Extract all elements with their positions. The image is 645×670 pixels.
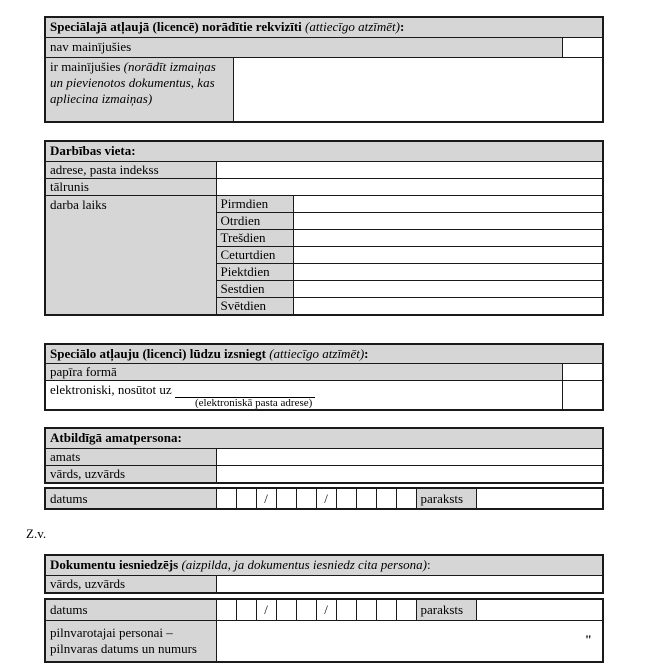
hours-input-friday[interactable] [293,263,603,280]
section-issue-title-bold: Speciālo atļauju (licenci) lūdzu izsniegt [50,345,266,361]
official-date-year1[interactable] [336,488,356,509]
submitter-date-label: datums [45,599,216,620]
position-label: amats [45,448,216,465]
submitter-date-signature-table [44,598,604,663]
electronic-option-cell [45,381,562,411]
section-issue-title-colon: : [364,345,369,361]
official-name-label: vārds, uzvārds [45,465,216,483]
poa-quote-mark: " [584,631,592,647]
nav-mainijusies-label: nav mainījušies [45,37,562,57]
poa-input-cell[interactable] [216,620,603,662]
paper-form-label: papīra formā [45,364,562,381]
section-submitter-title-bold: Dokumentu iesniedzējs [50,557,179,573]
submitter-date-day1[interactable] [216,599,236,620]
paper-form-checkbox[interactable] [562,364,603,381]
submitter-date-month1[interactable] [276,599,296,620]
address-label: adrese, pasta indekss [45,161,216,178]
electronic-label: elektroniski, nosūtot uz [50,382,172,397]
section-requisites-title-colon: : [399,19,405,35]
electronic-checkbox[interactable] [562,381,603,411]
submitter-date-slash1: / [256,599,276,620]
submitter-name-input-cell[interactable] [216,575,603,593]
hours-input-wednesday[interactable] [293,229,603,246]
day-label-thursday: Ceturtdien [216,246,293,263]
hours-input-sunday[interactable] [293,297,603,315]
submitter-date-month2[interactable] [296,599,316,620]
day-label-friday: Piektdien [216,263,293,280]
submitter-signature-input-cell[interactable] [476,599,603,620]
position-input-cell[interactable] [216,448,603,465]
submitter-signature-label: paraksts [416,599,476,620]
section-location-title: Darbības vieta: [45,141,603,161]
poa-label-line1: pilnvarotajai personai – [50,624,173,640]
official-date-label: datums [45,488,216,509]
section-issue-title [45,344,603,364]
seal-area [26,526,645,542]
submitter-date-year4[interactable] [396,599,416,620]
hours-input-thursday[interactable] [293,246,603,263]
poa-label-line2: pilnvaras datums un numurs [50,640,197,656]
address-input-cell[interactable] [216,161,603,178]
submitter-date-year3[interactable] [376,599,396,620]
section-requisites-title-note: (attiecīgo atzīmēt) [305,19,400,35]
nav-mainijusies-checkbox[interactable] [562,37,603,57]
day-label-tuesday: Otrdien [216,212,293,229]
section-requisites-title [45,17,603,37]
phone-input-cell[interactable] [216,178,603,195]
day-label-wednesday: Trešdien [216,229,293,246]
ir-mainijusies-label-cell [45,57,233,122]
day-label-monday: Pirmdien [216,195,293,212]
section-submitter-title [45,555,603,575]
official-signature-label: paraksts [416,488,476,509]
poa-label-cell [45,620,216,662]
hours-input-tuesday[interactable] [293,212,603,229]
ir-mainijusies-label: ir mainījušies [50,58,121,74]
section-issue-title-note: (attiecīgo atzīmēt) [269,345,365,361]
official-signature-input-cell[interactable] [476,488,603,509]
ir-mainijusies-input-cell[interactable] [233,57,603,122]
submitter-date-slash2: / [316,599,336,620]
section-requisites-title-bold: Speciālajā atļaujā (licencē) norādītie rekvizīti [50,19,302,35]
hours-input-saturday[interactable] [293,280,603,297]
email-note: (elektroniskā pasta adrese) [195,397,313,409]
official-date-year4[interactable] [396,488,416,509]
section-submitter-title-note: (aizpilda, ja dokumentus iesniedz cita persona) [181,557,427,573]
working-hours-label: darba laiks [45,195,216,315]
phone-label: tālrunis [45,178,216,195]
section-official-title: Atbildīgā amatpersona: [45,428,603,448]
official-name-input-cell[interactable] [216,465,603,483]
submitter-date-year2[interactable] [356,599,376,620]
hours-input-monday[interactable] [293,195,603,212]
seal-label: Z.v. [26,526,47,541]
submitter-date-day2[interactable] [236,599,256,620]
section-submitter-title-colon: : [426,557,431,573]
day-label-sunday: Svētdien [216,297,293,315]
official-date-month2[interactable] [296,488,316,509]
official-date-month1[interactable] [276,488,296,509]
day-label-saturday: Sestdien [216,280,293,297]
section-official-table [44,427,604,484]
official-date-year2[interactable] [356,488,376,509]
submitter-name-label: vārds, uzvārds [45,575,216,593]
section-submitter-table [44,554,604,594]
official-date-slash2: / [316,488,336,509]
section-issue-table [44,343,604,412]
ir-mainijusies-note: (norādīt izmaiņas un pievienotos dokumentus, kas apliecina izmaiņas) [50,58,216,106]
official-date-signature-table [44,487,604,510]
section-requisites-table [44,16,604,123]
official-date-day1[interactable] [216,488,236,509]
section-location-table [44,140,604,316]
official-date-slash1: / [256,488,276,509]
official-date-day2[interactable] [236,488,256,509]
submitter-date-year1[interactable] [336,599,356,620]
official-date-year3[interactable] [376,488,396,509]
